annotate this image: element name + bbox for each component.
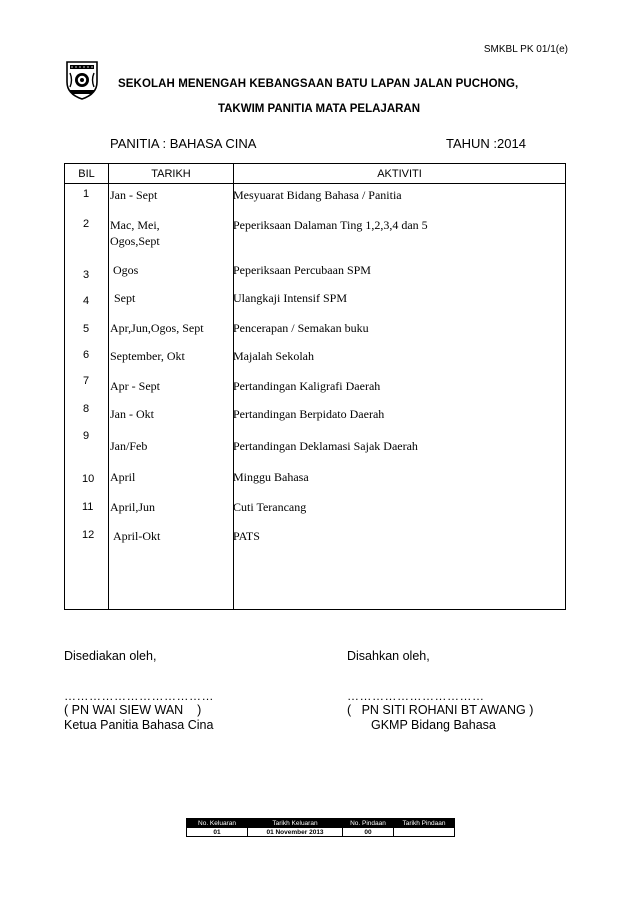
document-subtitle: TAKWIM PANITIA MATA PELAJARAN — [217, 103, 421, 115]
footer-value-no-pindaan: 00 — [343, 828, 394, 837]
row-aktiviti: Majalah Sekolah — [233, 349, 314, 363]
footer-header-tarikh-keluaran: Tarikh Keluaran — [248, 819, 343, 828]
school-name: SEKOLAH MENENGAH KEBANGSAAN BATU LAPAN JALAN PUCHONG, — [118, 78, 519, 90]
row-tarikh: April-Okt — [113, 529, 161, 543]
row-tarikh-continued: Ogos,Sept — [110, 234, 160, 248]
row-tarikh: April — [110, 470, 136, 484]
row-tarikh: Jan - Okt — [110, 407, 154, 421]
row-tarikh: Apr - Sept — [110, 379, 160, 393]
row-tarikh: Mac, Mei, — [110, 218, 160, 232]
row-tarikh: Ogos — [113, 263, 139, 277]
revision-table — [186, 818, 455, 837]
footer-header-tarikh-pindaan: Tarikh Pindaan — [394, 819, 455, 828]
row-bil: 10 — [82, 473, 95, 485]
footer-header-no-pindaan: No. Pindaan — [343, 819, 394, 828]
row-bil: 7 — [83, 375, 90, 387]
footer-header-no-keluaran: No. Keluaran — [187, 819, 248, 828]
row-bil: 8 — [83, 403, 90, 415]
header-tarikh: TARIKH — [109, 164, 234, 184]
row-tarikh: Sept — [114, 291, 136, 305]
table-rows — [64, 183, 566, 608]
header-aktiviti: AKTIVITI — [234, 164, 566, 184]
row-tarikh: Jan/Feb — [110, 439, 148, 453]
row-aktiviti: Ulangkaji Intensif SPM — [233, 291, 347, 305]
row-aktiviti: Pertandingan Deklamasi Sajak Daerah — [233, 439, 418, 453]
panitia-label: PANITIA : BAHASA CINA — [110, 136, 257, 151]
row-bil: 5 — [83, 323, 90, 335]
approved-by-signature-line: …………………………… — [347, 689, 485, 703]
row-aktiviti: Peperiksaan Percubaan SPM — [233, 263, 371, 277]
prepared-by-signature-line: ……………………………… — [64, 689, 214, 703]
prepared-by-title: Ketua Panitia Bahasa Cina — [64, 718, 214, 732]
row-bil: 6 — [83, 349, 90, 361]
row-aktiviti: Minggu Bahasa — [233, 470, 309, 484]
row-bil: 3 — [83, 269, 90, 281]
approved-by-label: Disahkan oleh, — [347, 649, 430, 663]
row-bil: 4 — [83, 295, 90, 307]
row-bil: 11 — [82, 501, 94, 513]
school-crest-icon — [64, 60, 100, 100]
header-bil: BIL — [65, 164, 109, 184]
row-tarikh: April,Jun — [110, 500, 155, 514]
prepared-by-name: ( PN WAI SIEW WAN ) — [64, 703, 202, 717]
document-reference: SMKBL PK 01/1(e) — [483, 44, 568, 55]
prepared-by-label: Disediakan oleh, — [64, 649, 157, 663]
row-aktiviti: Mesyuarat Bidang Bahasa / Panitia — [233, 188, 402, 202]
row-aktiviti: Cuti Terancang — [233, 500, 307, 514]
row-aktiviti: Peperiksaan Dalaman Ting 1,2,3,4 dan 5 — [233, 218, 428, 232]
row-tarikh: Jan - Sept — [110, 188, 158, 202]
row-bil: 9 — [83, 430, 90, 442]
footer-value-tarikh-keluaran: 01 November 2013 — [248, 828, 343, 837]
row-aktiviti: Pencerapan / Semakan buku — [233, 321, 369, 335]
row-bil: 2 — [83, 218, 90, 230]
approved-by-title: GKMP Bidang Bahasa — [371, 718, 496, 732]
row-aktiviti: PATS — [233, 529, 260, 543]
row-bil: 1 — [83, 188, 90, 200]
row-aktiviti: Pertandingan Kaligrafi Daerah — [233, 379, 381, 393]
row-tarikh: Apr,Jun,Ogos, Sept — [110, 321, 204, 335]
row-tarikh: September, Okt — [110, 349, 185, 363]
row-aktiviti: Pertandingan Berpidato Daerah — [233, 407, 385, 421]
footer-value-tarikh-pindaan — [394, 828, 455, 837]
year-label: TAHUN :2014 — [446, 136, 526, 151]
approved-by-name: ( PN SITI ROHANI BT AWANG ) — [347, 703, 534, 717]
footer-value-no-keluaran: 01 — [187, 828, 248, 837]
row-bil: 12 — [82, 529, 95, 541]
